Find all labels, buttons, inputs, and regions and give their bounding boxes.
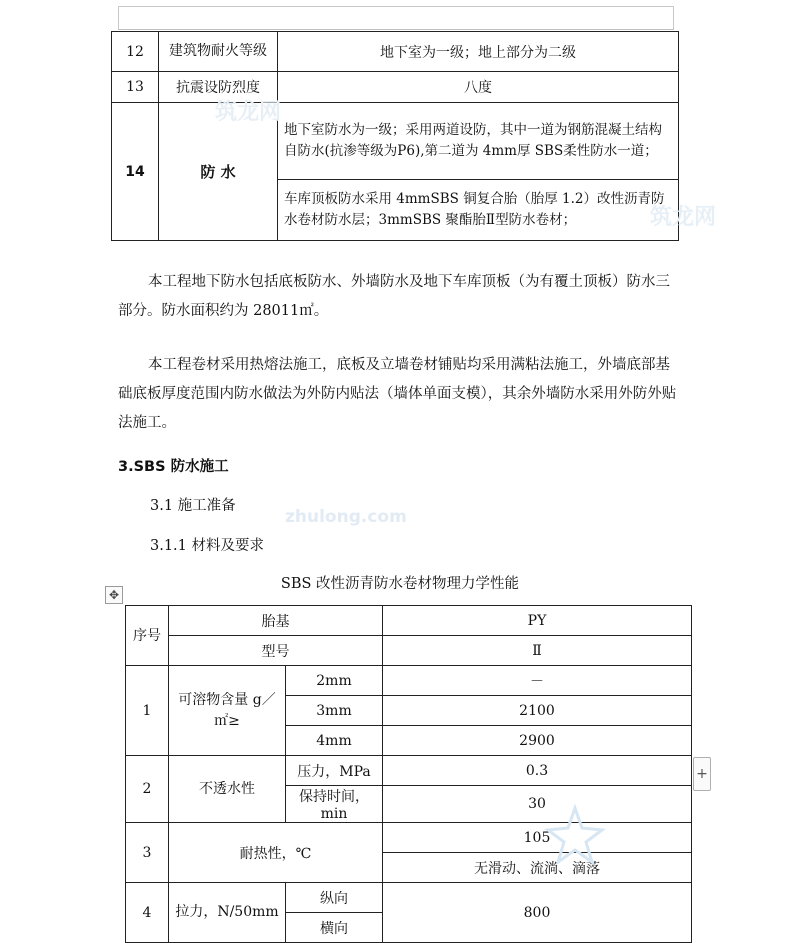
row-value: 0.3 xyxy=(383,756,692,786)
model-value: Ⅱ xyxy=(383,636,692,666)
tire-value: PY xyxy=(383,606,692,636)
sub-item: 2mm xyxy=(286,666,383,696)
sub-item: 保持时间，min xyxy=(286,786,383,823)
row-number: 12 xyxy=(112,32,159,72)
table-caption: SBS 改性沥青防水卷材物理力学性能 xyxy=(280,576,520,592)
subsection-heading: 3.1 施工准备 xyxy=(150,498,236,514)
paragraph: 本工程地下防水包括底板防水、外墙防水及地下车库顶板（为有覆土顶板）防水三部分。防水面积约为 28011㎡。 xyxy=(118,274,670,319)
row-value: 车库顶板防水采用 4mmSBS 铜复合胎（胎厚 1.2）改性沥青防水卷材防水层；3mmSBS 聚酯胎Ⅱ型防水卷材； xyxy=(278,180,679,241)
plus-icon[interactable]: + xyxy=(693,757,711,791)
row-value: 2100 xyxy=(383,696,692,726)
watermark: 筑龙网 xyxy=(650,205,717,230)
model-label: 型号 xyxy=(169,636,383,666)
row-item: 建筑物耐火等级 xyxy=(159,32,278,72)
sub-item: 横向 xyxy=(286,913,383,943)
row-value: 30 xyxy=(383,786,692,823)
table-row xyxy=(126,756,692,786)
seq-header: 序号 xyxy=(126,606,169,666)
table-row xyxy=(112,72,679,103)
row-item: 不透水性 xyxy=(169,756,286,823)
table-row xyxy=(126,636,692,666)
sub-item: 纵向 xyxy=(286,883,383,913)
properties-table xyxy=(125,605,692,943)
row-item: 可溶物含量 g／㎡≥ xyxy=(169,666,286,756)
row-number: 13 xyxy=(112,72,159,103)
row-value: 地下室为一级；地上部分为二级 xyxy=(278,32,679,72)
table-row xyxy=(126,666,692,696)
move-icon[interactable]: ✥ xyxy=(105,586,123,604)
row-value: 地下室防水为一级；采用两道设防，其中一道为钢筋混凝土结构自防水(抗渗等级为P6),第二道为 4mm厚 SBS柔性防水一道； xyxy=(278,103,679,180)
row-value: 无滑动、流淌、滴落 xyxy=(383,853,692,883)
row-item: 防 水 xyxy=(159,103,278,241)
sub-item: 3mm xyxy=(286,696,383,726)
row-value: 2900 xyxy=(383,726,692,756)
table-row xyxy=(112,32,679,72)
sub-item: 4mm xyxy=(286,726,383,756)
row-value: 105 xyxy=(383,823,692,853)
subsection-heading: 3.1.1 材料及要求 xyxy=(150,538,265,554)
row-number: 14 xyxy=(112,103,159,241)
tire-label: 胎基 xyxy=(169,606,383,636)
sub-item: 压力，MPa xyxy=(286,756,383,786)
row-value: － xyxy=(383,666,692,696)
row-number: 4 xyxy=(126,883,169,943)
watermark-logo-icon xyxy=(540,800,610,870)
project-info-table xyxy=(111,31,679,241)
row-number: 3 xyxy=(126,823,169,883)
row-number: 2 xyxy=(126,756,169,823)
table-row xyxy=(126,606,692,636)
watermark: 筑龙网 xyxy=(215,100,282,125)
table-row xyxy=(126,883,692,913)
watermark: zhulong.com xyxy=(285,507,407,527)
row-value: 800 xyxy=(383,883,692,943)
row-item: 拉力，N/50mm xyxy=(169,883,286,943)
row-value: 八度 xyxy=(278,72,679,103)
row-number: 1 xyxy=(126,666,169,756)
section-heading: 3.SBS 防水施工 xyxy=(118,459,229,475)
page-header-area xyxy=(118,6,674,30)
row-item: 抗震设防烈度 xyxy=(159,72,278,103)
paragraph: 本工程卷材采用热熔法施工，底板及立墙卷材铺贴均采用满粘法施工，外墙底部基础底板厚度范围内防水做法为外防内贴法（墙体单面支模），其余外墙防水采用外防外贴法施工。 xyxy=(118,357,677,431)
table-row xyxy=(112,103,679,180)
row-item: 耐热性，℃ xyxy=(169,823,383,883)
